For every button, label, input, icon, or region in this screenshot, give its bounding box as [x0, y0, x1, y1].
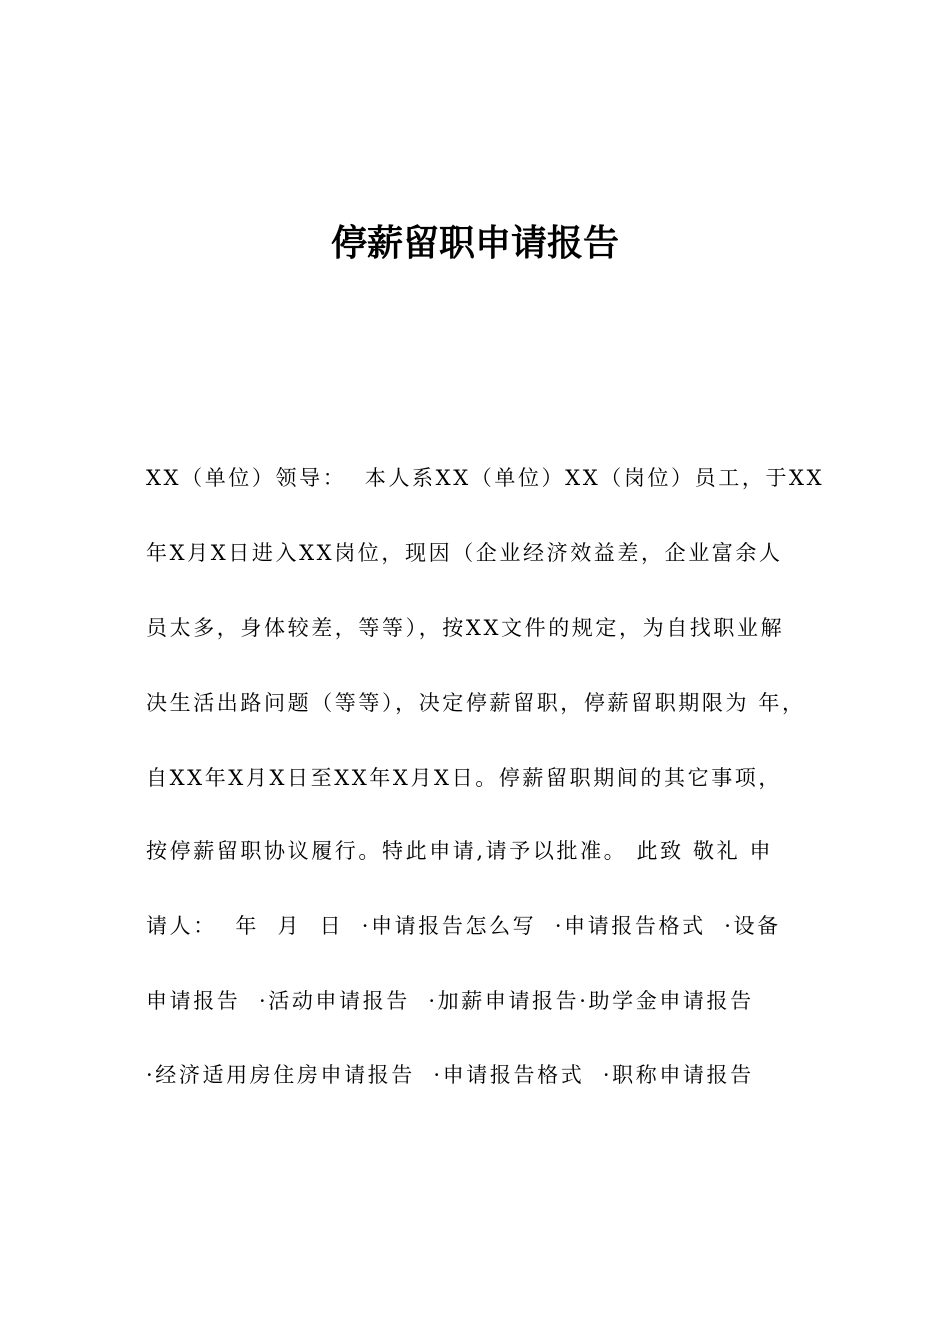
body-line: ·经济适用房住房申请报告 ·申请报告格式 ·职称申请报告 [146, 1063, 754, 1087]
body-line: 自XX年X月X日至XX年X月X日。停薪留职期间的其它事项， [146, 766, 782, 790]
body-line: 员太多，身体较差，等等），按XX文件的规定，为自找职业解 [146, 616, 785, 640]
body-line: XX（单位）领导： 本人系XX（单位）XX（岗位）员工，于XX [146, 466, 825, 490]
body-line: 年X月X日进入XX岗位，现因（企业经济效益差，企业富余人 [146, 541, 783, 565]
body-line: 申请报告 ·活动申请报告 ·加薪申请报告·助学金申请报告 [146, 989, 754, 1013]
body-line: 请人： 年 月 日 ·申请报告怎么写 ·申请报告格式 ·设备 [146, 914, 781, 938]
document-title: 停薪留职申请报告 [330, 223, 619, 264]
body-line: 决生活出路问题（等等），决定停薪留职，停薪留职期限为 年， [146, 691, 806, 715]
body-line: 按停薪留职协议履行。特此申请,请予以批准。 此致 敬礼 申 [146, 839, 774, 863]
